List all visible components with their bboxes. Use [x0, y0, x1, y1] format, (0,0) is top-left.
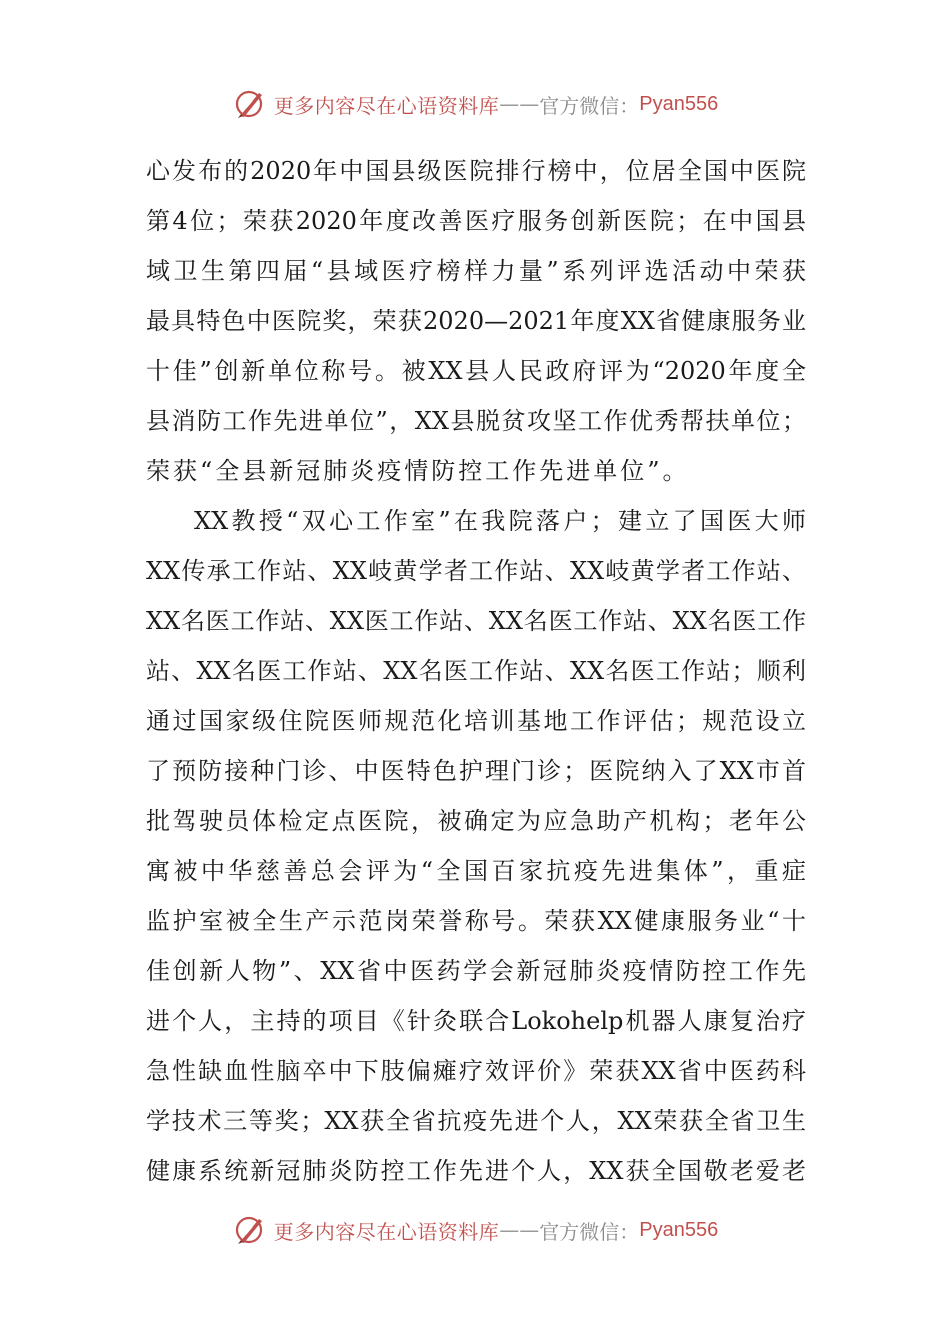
text-line: 县消防工作先进单位”，XX县脱贫攻坚工作优秀帮扶单位；	[146, 407, 806, 435]
text-line: 进个人，主持的项目《针灸联合Lokohelp机器人康复治疗	[146, 1007, 806, 1035]
text-line: 了预防接种门诊、中医特色护理门诊；医院纳入了XX市首	[146, 757, 806, 785]
text-line: 佳创新人物”、XX省中医药学会新冠肺炎疫情防控工作先	[146, 957, 806, 985]
text-line: 站、XX名医工作站、XX名医工作站、XX名医工作站；顺利	[146, 657, 806, 685]
text-line: 健康系统新冠肺炎防控工作先进个人，XX获全国敬老爱老	[146, 1157, 806, 1185]
text-line: 学技术三等奖；XX获全省抗疫先进个人，XX荣获全省卫生	[146, 1107, 806, 1135]
text-line-paragraph-start: XX教授“双心工作室”在我院落户；建立了国医大师	[194, 507, 806, 535]
text-line: 十佳”创新单位称号。被XX县人民政府评为“2020年度全	[146, 357, 806, 385]
text-line: 寓被中华慈善总会评为“全国百家抗疫先进集体”，重症	[146, 857, 806, 885]
text-line: 监护室被全生产示范岗荣誉称号。荣获XX健康服务业“十	[146, 907, 806, 935]
text-line: 急性缺血性脑卒中下肢偏瘫疗效评价》荣获XX省中医药科	[146, 1057, 806, 1085]
text-line: 心发布的2020年中国县级医院排行榜中，位居全国中医院	[146, 157, 806, 185]
banner-separator: ——	[499, 1218, 540, 1242]
text-line: 最具特色中医院奖，荣获2020—2021年度XX省健康服务业	[146, 307, 806, 335]
text-line: 域卫生第四届“县域医疗榜样力量”系列评选活动中荣获	[146, 257, 806, 285]
text-line: XX传承工作站、XX岐黄学者工作站、XX岐黄学者工作站、	[146, 557, 806, 585]
text-line: 荣获“全县新冠肺炎疫情防控工作先进单位”。	[146, 457, 690, 485]
banner-wechat-id: Pyan556	[639, 92, 719, 115]
banner-official-label: 官方微信：	[539, 93, 640, 118]
quill-pen-logo-icon	[232, 1212, 268, 1248]
document-body	[146, 146, 806, 1196]
text-line: 批驾驶员体检定点医院，被确定为应急助产机构；老年公	[146, 807, 806, 835]
header-banner	[0, 82, 950, 126]
banner-site-text: 更多内容尽在心语资料库	[273, 93, 500, 118]
banner-separator: ——	[499, 92, 540, 116]
text-line: 通过国家级住院医师规范化培训基地工作评估；规范设立	[146, 707, 806, 735]
banner-official-label: 官方微信：	[539, 1219, 640, 1244]
banner-wechat-id: Pyan556	[639, 1218, 719, 1241]
text-line: 第4位；荣获2020年度改善医疗服务创新医院；在中国县	[146, 207, 806, 235]
banner-site-text: 更多内容尽在心语资料库	[273, 1219, 500, 1244]
text-line: XX名医工作站、XX医工作站、XX名医工作站、XX名医工作	[146, 607, 806, 635]
footer-banner	[0, 1208, 950, 1252]
quill-pen-logo-icon	[232, 86, 268, 122]
